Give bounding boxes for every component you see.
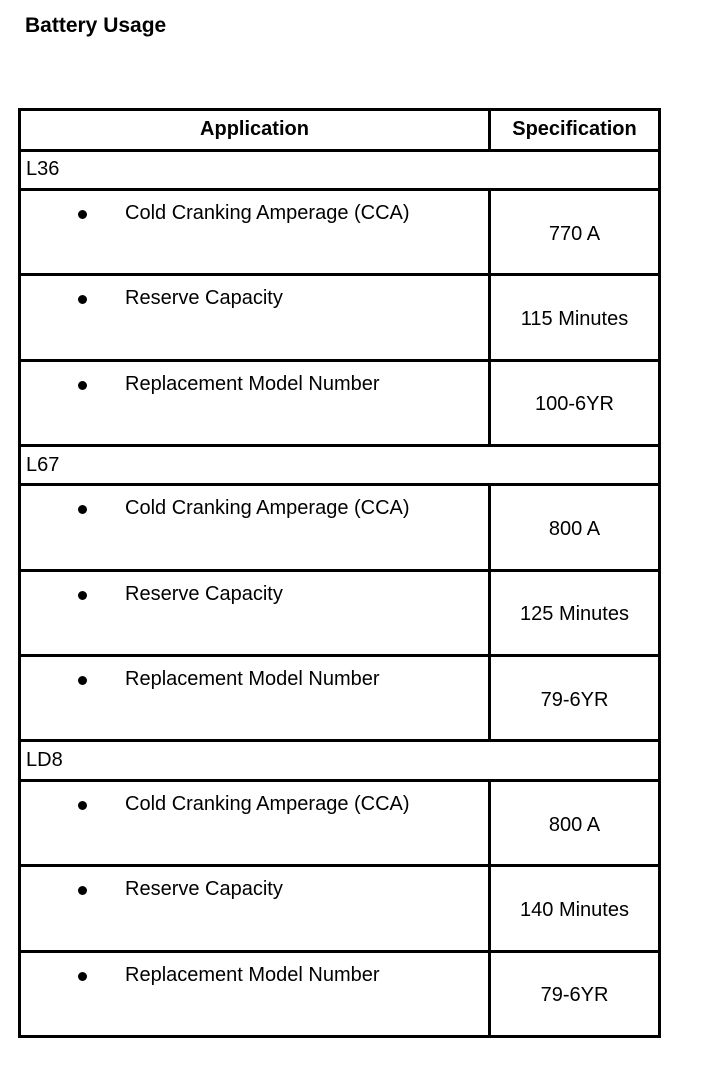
application-cell	[20, 275, 490, 360]
application-cell	[20, 485, 490, 570]
spec-value: 79-6YR	[490, 656, 660, 741]
bullet-icon	[78, 676, 87, 685]
page-title: Battery Usage	[25, 14, 167, 37]
application-cell	[20, 570, 490, 655]
bullet-icon	[78, 210, 87, 219]
table-row	[20, 866, 660, 951]
table-row	[20, 485, 660, 570]
specification-header: Specification	[490, 110, 660, 151]
item-label: Reserve Capacity	[125, 287, 283, 310]
application-cell	[20, 866, 490, 951]
item-label: Cold Cranking Amperage (CCA)	[125, 792, 410, 815]
application-cell	[20, 190, 490, 275]
bullet-icon	[78, 295, 87, 304]
bullet-icon	[78, 972, 87, 981]
table-row	[20, 190, 660, 275]
spec-value: 770 A	[490, 190, 660, 275]
table-row	[20, 275, 660, 360]
table-row	[20, 951, 660, 1036]
item-label: Replacement Model Number	[125, 668, 380, 691]
group-name: LD8	[20, 741, 660, 780]
spec-value: 125 Minutes	[490, 570, 660, 655]
spec-value: 115 Minutes	[490, 275, 660, 360]
application-header: Application	[20, 110, 490, 151]
table-header-row	[20, 110, 660, 151]
bullet-icon	[78, 381, 87, 390]
table-row	[20, 570, 660, 655]
item-label: Reserve Capacity	[125, 582, 283, 605]
group-name: L67	[20, 445, 660, 484]
item-label: Replacement Model Number	[125, 372, 380, 395]
bullet-icon	[78, 886, 87, 895]
bullet-icon	[78, 801, 87, 810]
application-cell	[20, 656, 490, 741]
spec-value: 800 A	[490, 780, 660, 865]
table-row	[20, 780, 660, 865]
item-label: Cold Cranking Amperage (CCA)	[125, 202, 410, 224]
table-row	[20, 360, 660, 445]
battery-spec-table	[18, 108, 661, 1038]
bullet-icon	[78, 505, 87, 514]
group-row	[20, 150, 660, 189]
table-row	[20, 656, 660, 741]
spec-value: 140 Minutes	[490, 866, 660, 951]
application-cell	[20, 360, 490, 445]
application-cell	[20, 780, 490, 865]
spec-value: 79-6YR	[490, 951, 660, 1036]
spec-value: 100-6YR	[490, 360, 660, 445]
item-label: Cold Cranking Amperage (CCA)	[125, 497, 410, 520]
spec-value: 800 A	[490, 485, 660, 570]
application-cell	[20, 951, 490, 1036]
item-label: Replacement Model Number	[125, 963, 380, 986]
bullet-icon	[78, 591, 87, 600]
group-row	[20, 445, 660, 484]
group-row	[20, 741, 660, 780]
group-name: L36	[20, 150, 660, 189]
item-label: Reserve Capacity	[125, 878, 283, 901]
